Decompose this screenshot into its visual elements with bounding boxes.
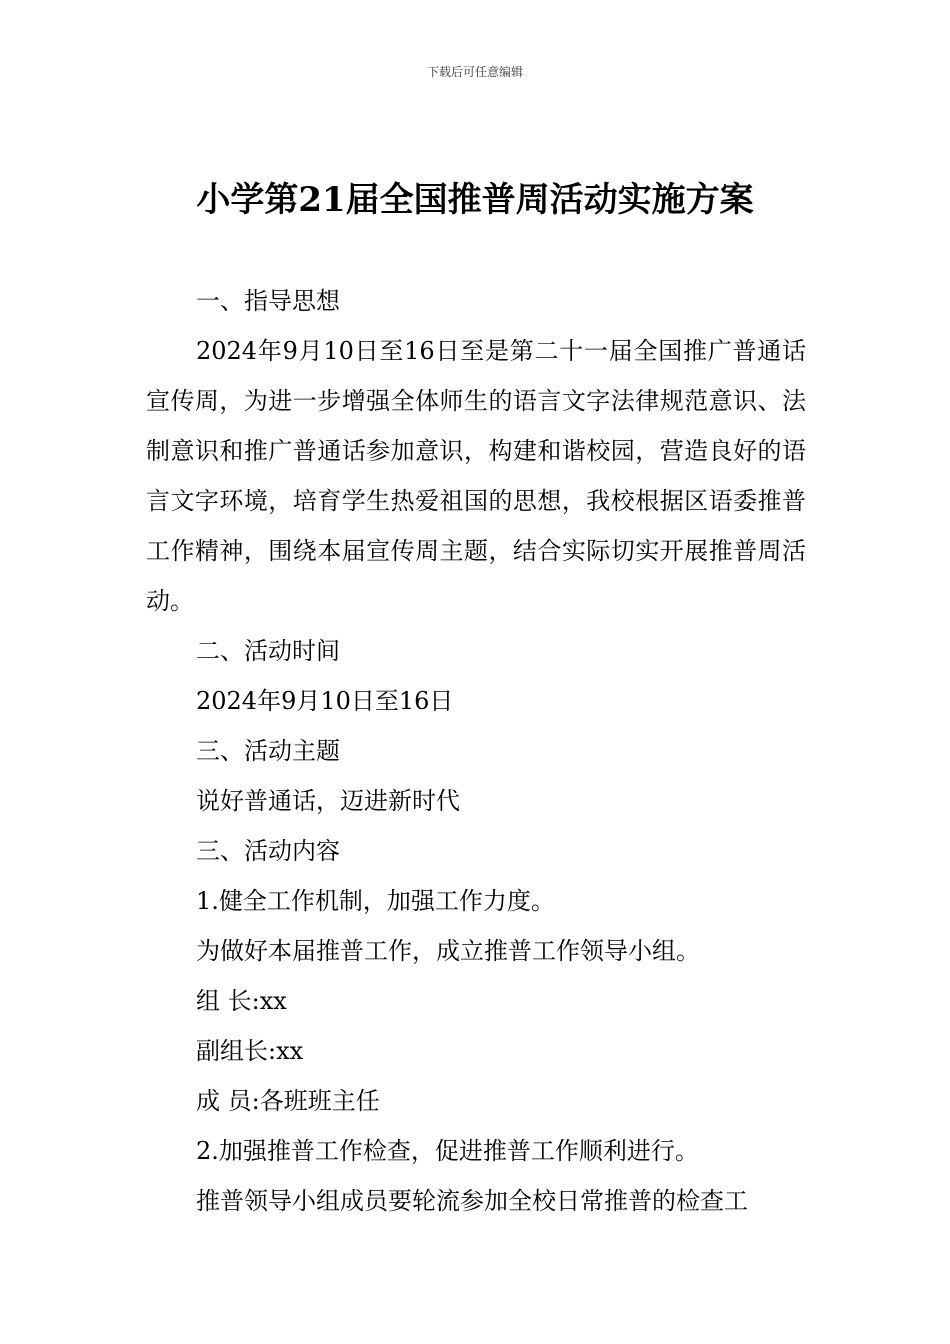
section-heading-activity-time: 二、活动时间 <box>196 637 340 665</box>
page-header-note: 下载后可任意编辑 <box>426 65 523 79</box>
section-heading-activity-content: 三、活动内容 <box>196 837 340 865</box>
paragraph-activity-theme: 说好普通话，迈进新时代 <box>196 787 460 815</box>
list-item-2: 2.加强推普工作检查，促进推普工作顺利进行。 <box>196 1137 699 1165</box>
deputy-leader-line: 副组长:xx <box>196 1037 304 1065</box>
document-body <box>146 276 806 1226</box>
section-heading-guiding-ideology: 一、指导思想 <box>196 287 340 315</box>
document-title: 小学第21届全国推普周活动实施方案 <box>196 180 754 220</box>
group-leader-line: 组 长:xx <box>196 987 287 1015</box>
section-heading-activity-theme: 三、活动主题 <box>196 737 340 765</box>
members-line: 成 员:各班班主任 <box>196 1087 380 1115</box>
paragraph-inspection: 推普领导小组成员要轮流参加全校日常推普的检查工 <box>196 1187 748 1215</box>
paragraph-activity-time: 2024年9月10日至16日 <box>196 687 454 715</box>
list-item-1: 1.健全工作机制，加强工作力度。 <box>196 887 555 915</box>
paragraph-leading-group: 为做好本届推普工作，成立推普工作领导小组。 <box>196 937 700 965</box>
paragraph-guiding-ideology: 2024年9月10日至16日至是第二十一届全国推广普通话宣传周，为进一步增强全体师生的语言文字法律规范意识、法制意识和推广普通话参加意识，构建和谐校园，营造良好的语言文字环境，培育学生热爱祖国的思想，我校根据区语委推普工作精神，围绕本届宣传周主题，结合实际切实开展推普周活动。 <box>146 337 806 615</box>
